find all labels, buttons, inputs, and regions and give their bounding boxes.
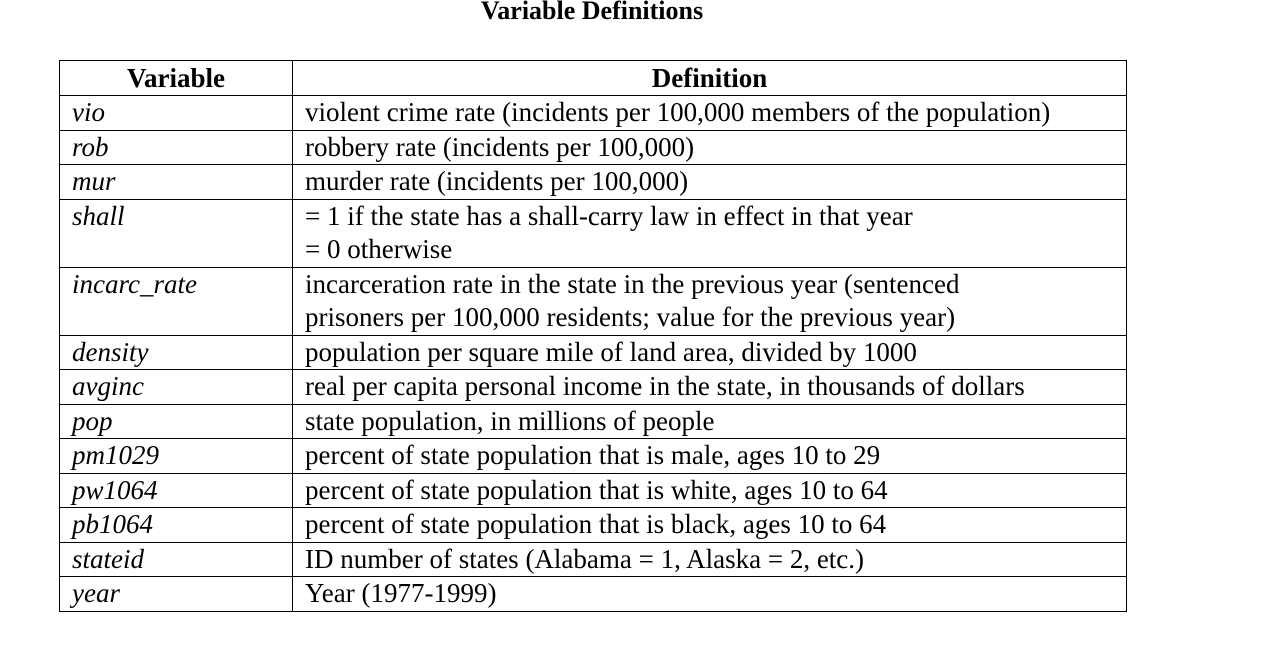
table-row (60, 165, 1127, 200)
table-row (60, 335, 1127, 370)
variable-name-cell: vio (60, 96, 293, 131)
definition-cell (293, 165, 1127, 200)
variable-name-cell: rob (60, 130, 293, 165)
table-row (60, 542, 1127, 577)
table-row (60, 577, 1127, 612)
definition-cell (293, 542, 1127, 577)
definition-cell (293, 577, 1127, 612)
variable-name-cell: mur (60, 165, 293, 200)
definition-line: percent of state population that is black, ages 10 to 64 (305, 509, 887, 539)
definition-cell (293, 439, 1127, 474)
definition-cell (293, 96, 1127, 131)
table-row (60, 267, 1127, 335)
definition-line: ID number of states (Alabama = 1, Alaska = 2, etc.) (305, 543, 865, 574)
table-row (60, 96, 1127, 131)
definition-cell (293, 335, 1127, 370)
table-row (60, 404, 1127, 439)
definition-line: state population, in millions of people (305, 405, 715, 436)
definition-cell (293, 370, 1127, 405)
variable-name-cell: stateid (60, 542, 293, 577)
variable-definitions-table (59, 60, 1127, 612)
definition-cell (293, 267, 1127, 335)
column-header-variable: Variable (60, 61, 293, 96)
definition-cell (293, 473, 1127, 508)
variable-name-cell: year (60, 577, 293, 612)
variable-name-cell: pop (60, 404, 293, 439)
page-title: Variable Definitions (480, 0, 704, 25)
definition-line: = 1 if the state has a shall-carry law in effect in that year (305, 200, 913, 231)
variable-name-cell: avginc (60, 370, 293, 405)
variable-name-cell: density (60, 335, 293, 370)
definition-cell (293, 404, 1127, 439)
definition-line: prisoners per 100,000 residents; value for the previous year) (305, 302, 956, 332)
table-body (60, 96, 1127, 612)
definition-line: violent crime rate (incidents per 100,000 members of the population) (305, 97, 1051, 127)
definition-cell (293, 199, 1127, 267)
definition-line: robbery rate (incidents per 100,000) (305, 131, 695, 162)
definition-line: population per square mile of land area, divided by 1000 (305, 336, 917, 367)
definition-line: real per capita personal income in the state, in thousands of dollars (305, 371, 1025, 401)
table-row (60, 370, 1127, 405)
variable-name-cell: shall (60, 199, 293, 267)
definition-line: percent of state population that is white, ages 10 to 64 (305, 474, 888, 505)
column-header-definition: Definition (293, 61, 1127, 96)
header-row (60, 61, 1127, 96)
table-row (60, 130, 1127, 165)
definition-cell (293, 508, 1127, 543)
variable-name-cell: pw1064 (60, 473, 293, 508)
variable-name-cell: pm1029 (60, 439, 293, 474)
definition-cell (293, 130, 1127, 165)
table-row (60, 199, 1127, 267)
variable-name-cell: incarc_rate (60, 267, 293, 335)
table-row (60, 473, 1127, 508)
definition-line: percent of state population that is male, ages 10 to 29 (305, 440, 881, 470)
definition-line: = 0 otherwise (305, 234, 453, 264)
definition-line: murder rate (incidents per 100,000) (305, 166, 689, 196)
definition-line: Year (1977-1999) (305, 578, 497, 608)
definition-line: incarceration rate in the state in the previous year (sentenced (305, 268, 960, 299)
table-row (60, 508, 1127, 543)
table-row (60, 439, 1127, 474)
variable-name-cell: pb1064 (60, 508, 293, 543)
